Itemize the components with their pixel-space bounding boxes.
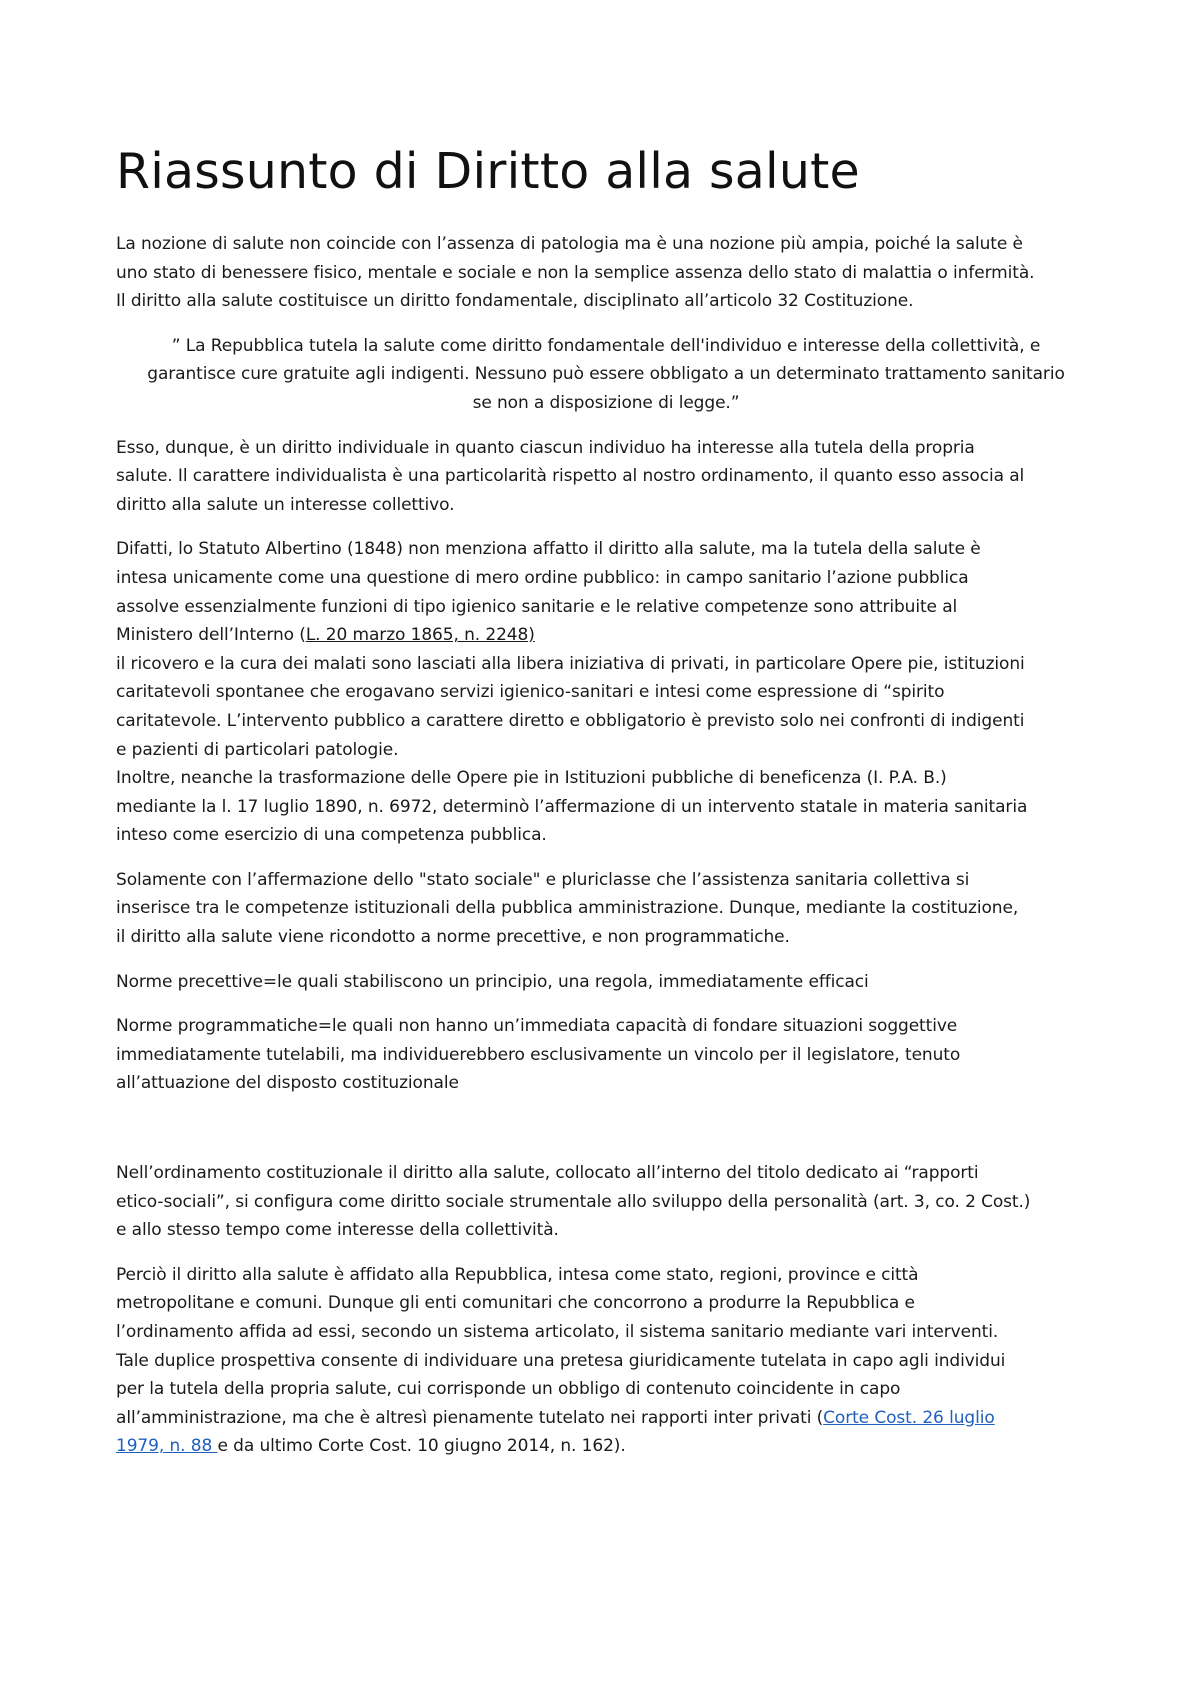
text-line: etico-sociali”, si configura come diritto sociale strumentale allo sviluppo della personalità (art. 3, co. 2 Cost.) [116,1191,1031,1212]
text-line: per la tutela della propria salute, cui corrisponde un obbligo di contenuto coincidente in capo [116,1379,901,1400]
text-line: ” La Repubblica tutela la salute come diritto fondamentale dell'individuo e interesse della collettività, e [171,335,1041,356]
text-line: se non a disposizione di legge.” [472,392,740,413]
text-line: Inoltre, neanche la trasformazione delle Opere pie in Istituzioni pubbliche di beneficenza (I. P.A. B.) [116,768,947,789]
text-line: garantisce cure gratuite agli indigenti. Nessuno può essere obbligato a un determinato trattamento sanitario [147,364,1065,385]
text-line: diritto alla salute un interesse collettivo. [116,494,455,515]
text-line: inteso come esercizio di una competenza pubblica. [116,825,547,846]
blank-line [116,1114,1096,1159]
document-title: Riassunto di Diritto alla salute [116,143,860,200]
text-line: intesa unicamente come una questione di mero ordine pubblico: in campo sanitario l’azione pubblica [116,567,969,588]
text-line: metropolitane e comuni. Dunque gli enti comunitari che concorrono a produrre la Repubblica e [116,1293,915,1314]
text-line: Tale duplice prospettiva consente di individuare una pretesa giuridicamente tutelata in capo agli individui [116,1350,1006,1371]
text-line: l’ordinamento affida ad essi, secondo un sistema articolato, il sistema sanitario mediante vari interventi. [116,1322,999,1342]
text-line: salute. Il carattere individualista è una particolarità rispetto al nostro ordinamento, il quanto esso associa al [116,466,1025,487]
text-line: uno stato di benessere fisico, mentale e sociale e non la semplice assenza dello stato di malattia o infermità. [116,262,1035,283]
text-line [116,1404,1096,1433]
text-line: Nell’ordinamento costituzionale il diritto alla salute, collocato all’interno del titolo dedicato ai “rapporti [116,1163,979,1184]
text-line: La nozione di salute non coincide con l’assenza di patologia ma è una nozione più ampia, poiché la salute è [116,234,1023,254]
text-line: Difatti, lo Statuto Albertino (1848) non menziona affatto il diritto alla salute, ma la tutela della salute è [116,539,981,560]
text-line [116,1432,1096,1461]
text-line: immediatamente tutelabili, ma individuerebbero esclusivamente un vincolo per il legislatore, tenuto [116,1044,961,1065]
corte-cost-link[interactable]: Corte Cost. 26 luglio [823,1407,995,1428]
constitution-quote [116,332,1096,418]
text-segment: Ministero dell’Interno ( [116,625,306,646]
text-line: e pazienti di particolari patologie. [116,739,399,760]
text-line [116,621,1096,650]
text-line: il diritto alla salute viene ricondotto a norme precettive, e non programmatiche. [116,927,790,948]
paragraph-repubblica [116,1261,1096,1461]
paragraph-norme-precettive [116,968,1096,997]
text-line: mediante la l. 17 luglio 1890, n. 6972, determinò l’affermazione di un intervento statale in materia sanitaria [116,796,1028,817]
text-line: Norme precettive=le quali stabiliscono un principio, una regola, immediatamente efficaci [116,971,869,992]
paragraph-statuto-albertino [116,535,1096,850]
text-line: inserisce tra le competenze istituzionali della pubblica amministrazione. Dunque, mediante la costituzione, [116,898,1019,919]
paragraph-intro [116,230,1096,316]
law-reference: L. 20 marzo 1865, n. 2248) [305,625,535,646]
text-segment: all’amministrazione, ma che è altresì pienamente tutelato nei rapporti inter privati ( [116,1407,824,1428]
document-page [116,142,1096,1477]
text-segment: e da ultimo Corte Cost. 10 giugno 2014, n. 162). [217,1436,626,1457]
text-line: all’attuazione del disposto costituzionale [116,1073,459,1094]
paragraph-stato-sociale [116,866,1096,952]
paragraph-individual-right [116,434,1096,520]
paragraph-ordinamento-costituzionale [116,1159,1096,1245]
text-line: e allo stesso tempo come interesse della collettività. [116,1220,559,1241]
text-line: caritatevoli spontanee che erogavano servizi igienico-sanitari e intesi come espressione di “spirito [116,682,945,703]
paragraph-norme-programmatiche [116,1012,1096,1098]
corte-cost-link-continued[interactable]: 1979, n. 88 [116,1436,218,1457]
text-line: caritatevole. L’intervento pubblico a carattere diretto e obbligatorio è previsto solo nei confronti di indigenti [116,710,1025,731]
text-line: Norme programmatiche=le quali non hanno un’immediata capacità di fondare situazioni soggettive [116,1016,958,1037]
text-line: assolve essenzialmente funzioni di tipo igienico sanitarie e le relative competenze sono attribuite al [116,596,958,617]
text-line: Perciò il diritto alla salute è affidato alla Repubblica, intesa come stato, regioni, province e città [116,1264,919,1285]
text-line: il ricovero e la cura dei malati sono lasciati alla libera iniziativa di privati, in particolare Opere pie, istituzioni [116,653,1025,674]
text-line: Solamente con l’affermazione dello "stato sociale" e pluriclasse che l’assistenza sanitaria collettiva si [116,869,970,890]
text-line: Il diritto alla salute costituisce un diritto fondamentale, disciplinato all’articolo 32 Costituzione. [116,291,914,312]
text-line: Esso, dunque, è un diritto individuale in quanto ciascun individuo ha interesse alla tutela della propria [116,437,975,458]
